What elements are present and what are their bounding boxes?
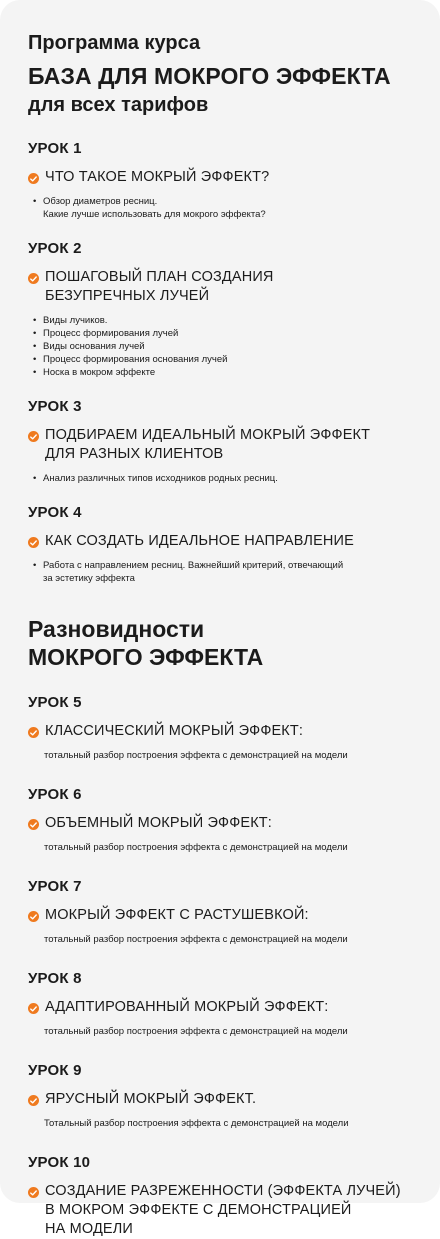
lesson-topic <box>28 906 414 925</box>
lesson-topic <box>28 722 414 741</box>
topic-line: АДАПТИРОВАННЫЙ МОКРЫЙ ЭФФЕКТ: <box>45 999 329 1015</box>
lesson-block <box>28 969 414 1038</box>
check-circle-icon <box>28 1095 39 1106</box>
lesson-block <box>28 693 414 762</box>
lesson-details-list <box>28 559 414 585</box>
lesson-topic <box>28 532 414 551</box>
lesson-label: УРОК 9 <box>28 1062 82 1079</box>
lesson-block <box>28 877 414 946</box>
lesson-topic <box>28 814 414 833</box>
lesson-topic-text <box>45 268 274 306</box>
lesson-label: УРОК 10 <box>28 1154 91 1171</box>
lesson-label: УРОК 6 <box>28 786 82 803</box>
topic-line: КЛАССИЧЕСКИЙ МОКРЫЙ ЭФФЕКТ: <box>45 723 304 739</box>
lesson-topic <box>28 1090 414 1109</box>
lesson-details-list <box>28 195 414 221</box>
section-varieties <box>28 615 414 671</box>
topic-line: ОБЪЕМНЫЙ МОКРЫЙ ЭФФЕКТ: <box>45 815 272 831</box>
check-circle-icon <box>28 819 39 830</box>
lesson-label: УРОК 8 <box>28 970 82 987</box>
check-circle-icon <box>28 1003 39 1014</box>
lesson-topic-text <box>45 906 309 925</box>
page-title: БАЗА ДЛЯ МОКРОГО ЭФФЕКТА <box>28 63 391 89</box>
check-circle-icon <box>28 911 39 922</box>
lesson-topic-text <box>45 1182 401 1239</box>
check-circle-icon <box>28 1187 39 1198</box>
lesson-topic-text <box>45 722 303 741</box>
lesson-label: УРОК 2 <box>28 240 82 257</box>
lesson-block <box>28 139 414 221</box>
lesson-note: тотальный разбор построения эффекта с демонстрацией на модели <box>44 1026 348 1037</box>
lesson-block <box>28 503 414 585</box>
lesson-topic-text <box>45 168 269 187</box>
check-circle-icon <box>28 173 39 184</box>
lesson-detail-item: • Виды лучиков. <box>33 314 414 327</box>
lesson-label: УРОК 7 <box>28 878 82 895</box>
topic-line: МОКРЫЙ ЭФФЕКТ С РАСТУШЕВКОЙ: <box>45 907 309 923</box>
lesson-detail-item: • Процесс формирования основания лучей <box>33 353 414 366</box>
check-circle-icon <box>28 727 39 738</box>
lesson-topic-text <box>45 532 354 551</box>
check-circle-icon <box>28 273 39 284</box>
lesson-note: Тотальный разбор построения эффекта с демонстрацией на модели <box>44 1118 349 1129</box>
check-circle-icon <box>28 537 39 548</box>
lesson-topic <box>28 998 414 1017</box>
lesson-topic <box>28 168 414 187</box>
lesson-topic <box>28 268 414 306</box>
lesson-detail-item: • Обзор диаметров ресниц. <box>33 195 414 208</box>
lesson-block <box>28 785 414 854</box>
topic-line: В МОКРОМ ЭФФЕКТЕ С ДЕМОНСТРАЦИЕЙ <box>45 1202 352 1218</box>
lesson-topic-text <box>45 998 329 1017</box>
lesson-detail-item: • Анализ различных типов исходников родных ресниц. <box>33 472 414 485</box>
program-label: Программа курса <box>28 32 201 54</box>
lesson-details-list <box>28 314 414 379</box>
lesson-label: УРОК 4 <box>28 504 82 521</box>
section-title-line2: МОКРОГО ЭФФЕКТА <box>28 644 264 670</box>
lesson-block <box>28 1061 414 1130</box>
topic-line: ДЛЯ РАЗНЫХ КЛИЕНТОВ <box>45 446 224 462</box>
lesson-block <box>28 239 414 379</box>
topic-line: СОЗДАНИЕ РАЗРЕЖЕННОСТИ (ЭФФЕКТА ЛУЧЕЙ) <box>45 1183 401 1199</box>
lesson-label: УРОК 3 <box>28 398 82 415</box>
lessons-part1 <box>28 139 414 585</box>
topic-line: ЧТО ТАКОЕ МОКРЫЙ ЭФФЕКТ? <box>45 169 270 185</box>
lesson-detail-item: Какие лучше использовать для мокрого эффекта? <box>43 209 266 220</box>
lesson-label: УРОК 1 <box>28 140 82 157</box>
lesson-topic <box>28 1182 414 1239</box>
lesson-note: тотальный разбор построения эффекта с демонстрацией на модели <box>44 842 348 853</box>
lessons-part2 <box>28 693 414 1239</box>
lesson-detail-item: • Носка в мокром эффекте <box>33 366 414 379</box>
lesson-note: тотальный разбор построения эффекта с демонстрацией на модели <box>44 750 348 761</box>
topic-line: ЯРУСНЫЙ МОКРЫЙ ЭФФЕКТ. <box>45 1091 257 1107</box>
lesson-block <box>28 397 414 485</box>
page-subtitle: для всех тарифов <box>28 94 209 116</box>
lesson-detail-item: • Процесс формирования лучей <box>33 327 414 340</box>
topic-line: ПОШАГОВЫЙ ПЛАН СОЗДАНИЯ <box>45 269 274 285</box>
lesson-detail-item: за эстетику эффекта <box>43 573 135 584</box>
topic-line: ПОДБИРАЕМ ИДЕАЛЬНЫЙ МОКРЫЙ ЭФФЕКТ <box>45 427 371 443</box>
lesson-detail-item: • Работа с направлением ресниц. Важнейший критерий, отвечающий <box>33 559 414 572</box>
check-circle-icon <box>28 431 39 442</box>
lesson-topic-text <box>45 426 370 464</box>
lesson-topic-text <box>45 1090 256 1109</box>
section-title-line1: Разновидности <box>28 616 205 642</box>
lesson-block <box>28 1153 414 1239</box>
topic-line: КАК СОЗДАТЬ ИДЕАЛЬНОЕ НАПРАВЛЕНИЕ <box>45 533 354 549</box>
lesson-detail-item: • Виды основания лучей <box>33 340 414 353</box>
topic-line: НА МОДЕЛИ <box>45 1221 133 1237</box>
lesson-topic-text <box>45 814 272 833</box>
lesson-details-list <box>28 472 414 485</box>
lesson-label: УРОК 5 <box>28 694 82 711</box>
lesson-note: тотальный разбор построения эффекта с демонстрацией на модели <box>44 934 348 945</box>
topic-line: БЕЗУПРЕЧНЫХ ЛУЧЕЙ <box>45 288 210 304</box>
lesson-topic <box>28 426 414 464</box>
